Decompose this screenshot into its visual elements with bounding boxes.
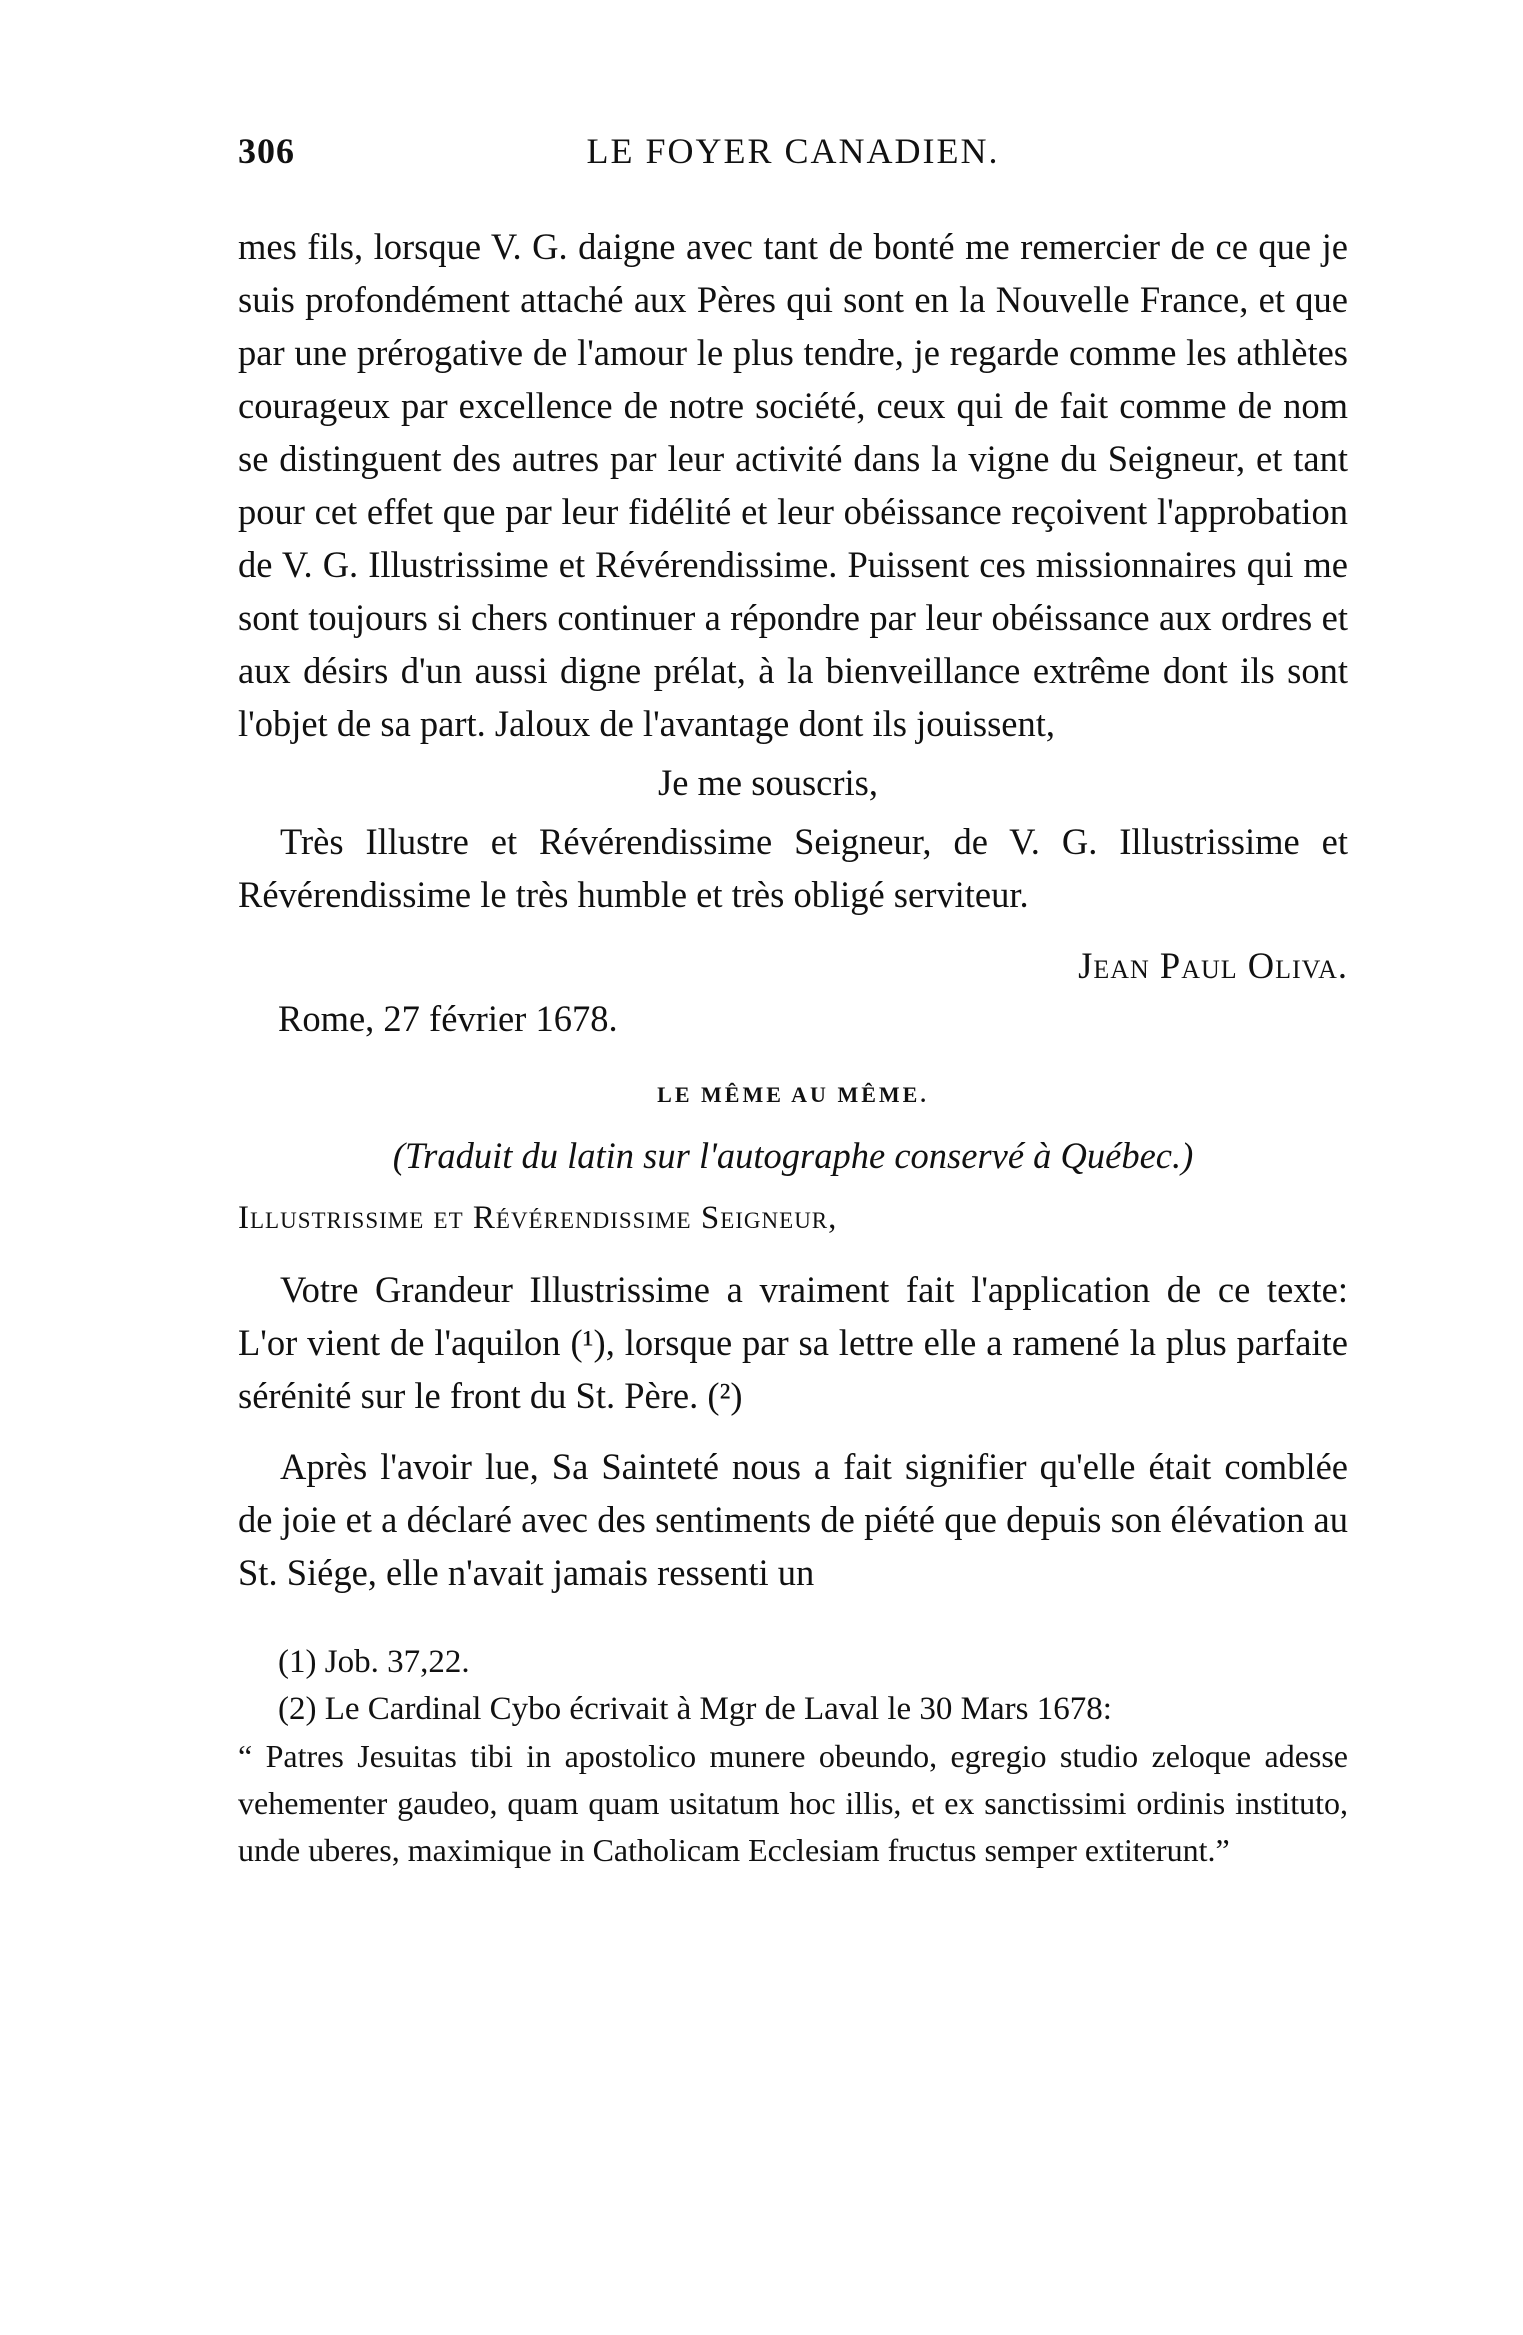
letter-address: Illustrissime et Révérendissime Seigneur, [238, 1200, 838, 1236]
letter-paragraph-1: Votre Grandeur Illustrissime a vraiment fait l'application de ce texte: L'or vient de l'aquilon (¹), lorsque par sa lettre elle a ramené la plus parfaite sérénité sur le front du St. Père. (²) [238, 1269, 1348, 1416]
letter-closing: Je me souscris, [658, 762, 878, 803]
footnote-1: (1) Job. 37,22. [278, 1644, 470, 1680]
letter-paragraph-2: Après l'avoir lue, Sa Sainteté nous a fait signifier qu'elle était comblée de joie et a déclaré avec des sentiments de piété que depuis son élévation au St. Siége, elle n'avait jamais ressenti un [238, 1446, 1348, 1593]
footnotes [238, 1639, 1348, 1874]
letter-salutation-close: Très Illustre et Révérendissime Seigneur, de V. G. Illustrissime et Révérendissime le très humble et très obligé serviteur. [238, 821, 1348, 915]
footnote-2-intro: (2) Le Cardinal Cybo écrivait à Mgr de Laval le 30 Mars 1678: [278, 1691, 1112, 1727]
page-body [238, 220, 1348, 1874]
section-subheading: (Traduit du latin sur l'autographe conservé à Québec.) [392, 1135, 1194, 1176]
letter-signature: Jean Paul Oliva. [1078, 945, 1348, 986]
letter-paragraph: mes fils, lorsque V. G. daigne avec tant de bonté me remercier de ce que je suis profondément attaché aux Pères qui sont en la Nouvelle France, et que par une prérogative de l'amour le plus tendre, je regarde comme les athlètes courageux par excellence de notre société, ceux qui de fait comme de nom se distinguent des autres par leur activité dans la vigne du Seigneur, et tant pour cet effet que par leur fidélité et leur obéissance reçoivent l'approbation de V. G. Illustrissime et Révérendissime. Puissent ces missionnaires qui me sont toujours si chers continuer a répondre par leur obéissance aux ordres et aux désirs d'un aussi digne prélat, à la bienveillance extrême dont ils sont l'objet de sa part. Jaloux de l'avantage dont ils jouissent, [238, 226, 1348, 744]
page-number: 306 [238, 131, 295, 171]
footnote-2-quote: “ Patres Jesuitas tibi in apostolico munere obeundo, egregio studio zeloque adesse vehementer gaudeo, quam quam usitatum hoc illis, et ex sanctissimi ordinis instituto, unde uberes, maximique in Catholicam Ecclesiam fructus semper extiterunt.” [238, 1738, 1348, 1868]
letter-date: Rome, 27 février 1678. [278, 998, 618, 1039]
running-head [238, 130, 1348, 186]
section-heading: LE MÊME AU MÊME. [657, 1082, 929, 1107]
running-title: LE FOYER CANADIEN. [586, 131, 1000, 171]
